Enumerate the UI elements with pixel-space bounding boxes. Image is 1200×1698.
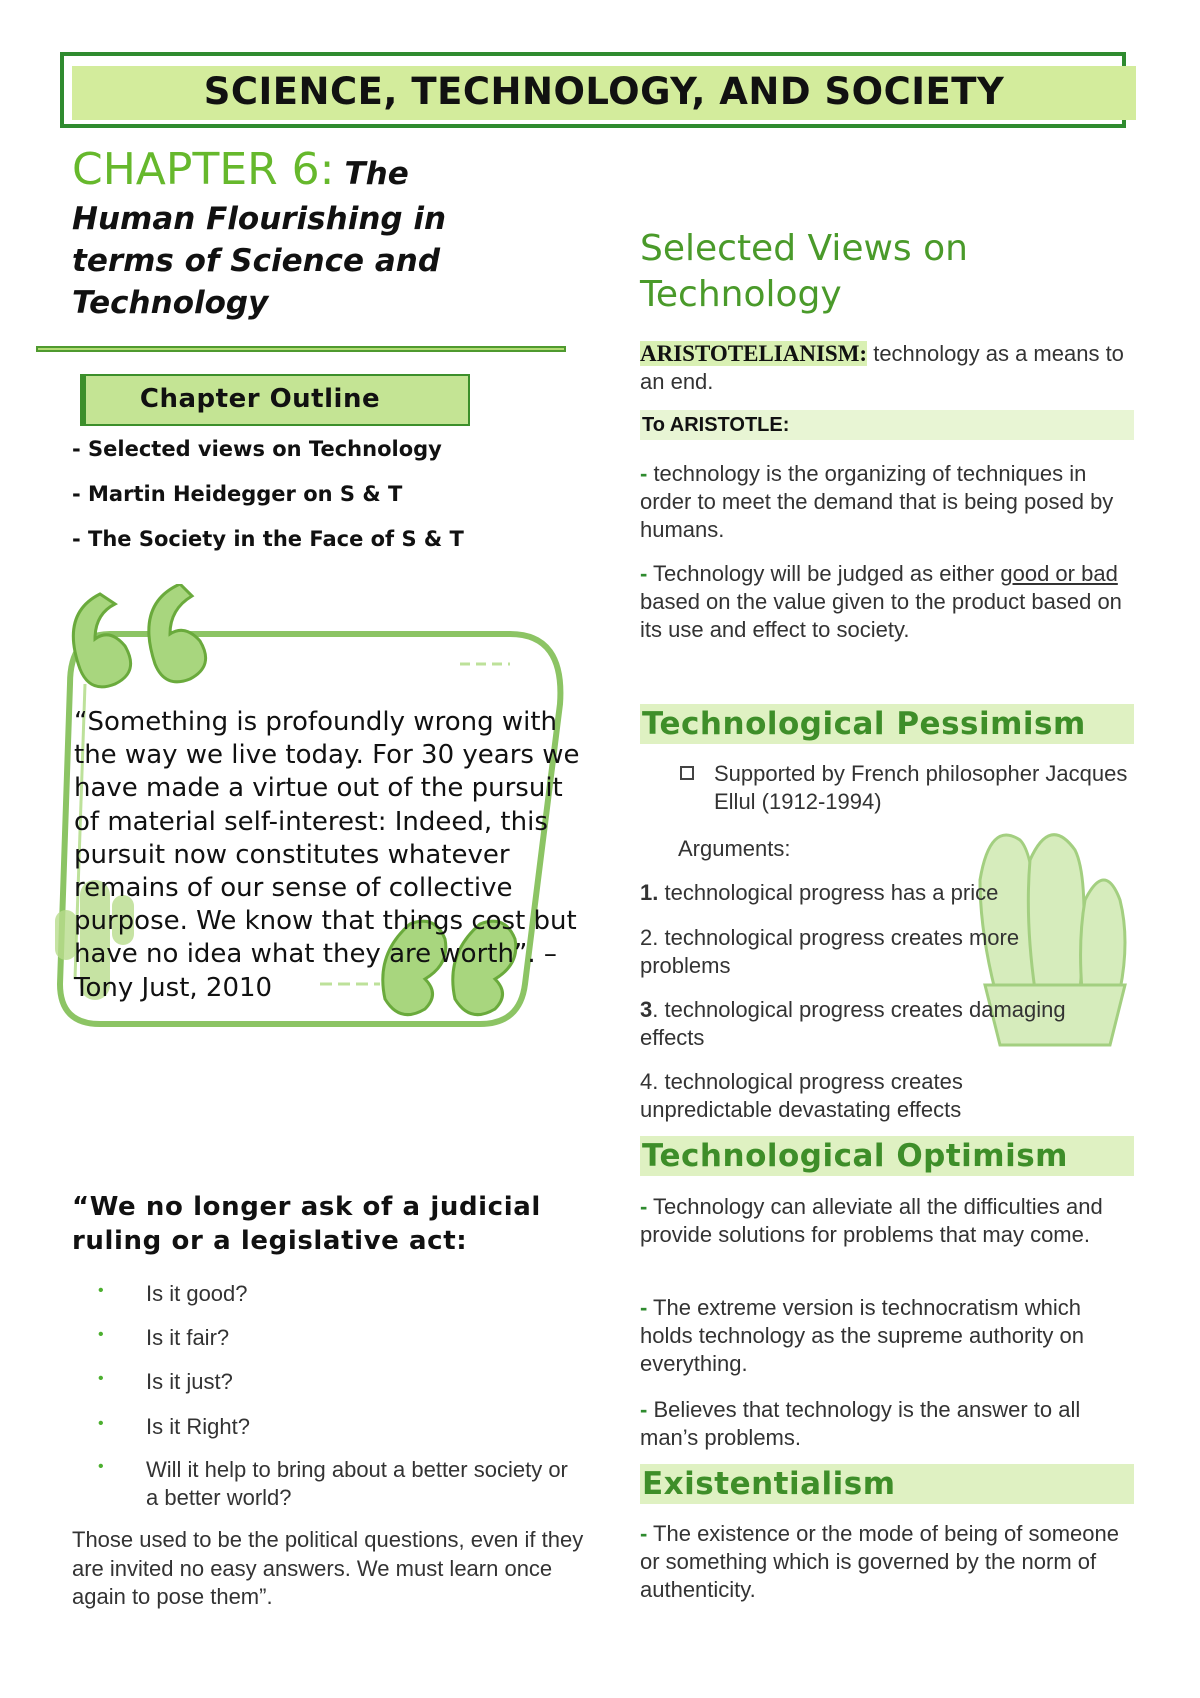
chapter-heading	[72, 144, 409, 195]
to-aristotle-heading: To ARISTOTLE:	[642, 414, 790, 436]
aristotelianism-paragraph: ARISTOTELIANISM: technology as a means to an end.	[640, 341, 1124, 394]
aristotle-point-2: - Technology will be judged as either good or bad based on the value given to the product based on its use and effect to society.	[640, 561, 1122, 642]
outline-item: - Martin Heidegger on S & T	[72, 482, 403, 506]
aristotle-point-1: - technology is the organizing of techniques in order to meet the demand that is being posed by humans.	[640, 461, 1114, 542]
quote2-closing: Those used to be the political questions, even if they are invited no easy answers. We must learn once again to pose them”.	[72, 1527, 584, 1609]
optimism-point: - The extreme version is technocratism which holds technology as the supreme authority on everything.	[640, 1295, 1084, 1376]
bullet-icon: •	[98, 1326, 104, 1343]
pessimism-support: Supported by French philosopher Jacques Ellul (1912-1994)	[714, 761, 1128, 814]
optimism-point: - Technology can alleviate all the difficulties and provide solutions for problems that may come.	[640, 1194, 1103, 1247]
section-title-existentialism: Existentialism	[642, 1466, 896, 1502]
section-title-pessimism: Technological Pessimism	[642, 706, 1086, 742]
document-title: SCIENCE, TECHNOLOGY, AND SOCIETY	[203, 70, 1005, 113]
existentialism-point: - The existence or the mode of being of someone or something which is governed by the norm of authenticity.	[640, 1521, 1119, 1602]
argument-item: 4. technological progress creates unpredictable devastating effects	[640, 1069, 963, 1122]
bullet-icon: •	[98, 1282, 104, 1299]
bullet-icon: •	[98, 1458, 104, 1475]
argument-item: 3. technological progress creates damaging effects	[640, 997, 1066, 1050]
quote2-heading: “We no longer ask of a judicial ruling or a legislative act:	[72, 1192, 541, 1256]
aristotelianism-label: ARISTOTELIANISM:	[640, 341, 868, 366]
bullet-icon: •	[98, 1415, 104, 1432]
outline-item: - Selected views on Technology	[72, 437, 442, 461]
quote-text: “Something is profoundly wrong with the way we live today. For 30 years we have made a virtue out of the pursuit of material self-interest: Indeed, this pursuit now constitutes whatever remains of our sense of collective purpose. We know that things cost but have no idea what they are worth”. – Tony Just, 2010	[74, 707, 580, 1003]
section-title-optimism: Technological Optimism	[642, 1138, 1068, 1174]
chapter-label: CHAPTER 6:	[72, 144, 335, 195]
divider	[36, 346, 566, 352]
outline-item: - The Society in the Face of S & T	[72, 527, 464, 551]
arguments-label: Arguments:	[678, 836, 791, 861]
chapter-subtitle-first: The	[344, 156, 409, 192]
optimism-point: - Believes that technology is the answer to all man’s problems.	[640, 1397, 1081, 1450]
argument-item: 1. technological progress has a price	[640, 880, 999, 905]
chapter-subtitle: Human Flourishing in terms of Science and Technology	[72, 201, 447, 321]
section-heading-views: Selected Views on Technology	[640, 228, 968, 315]
outline-title: Chapter Outline	[139, 384, 381, 414]
bullet-icon: •	[98, 1370, 104, 1387]
checkbox-bullet-icon	[680, 766, 694, 780]
argument-item: 2. technological progress creates more problems	[640, 925, 1020, 978]
